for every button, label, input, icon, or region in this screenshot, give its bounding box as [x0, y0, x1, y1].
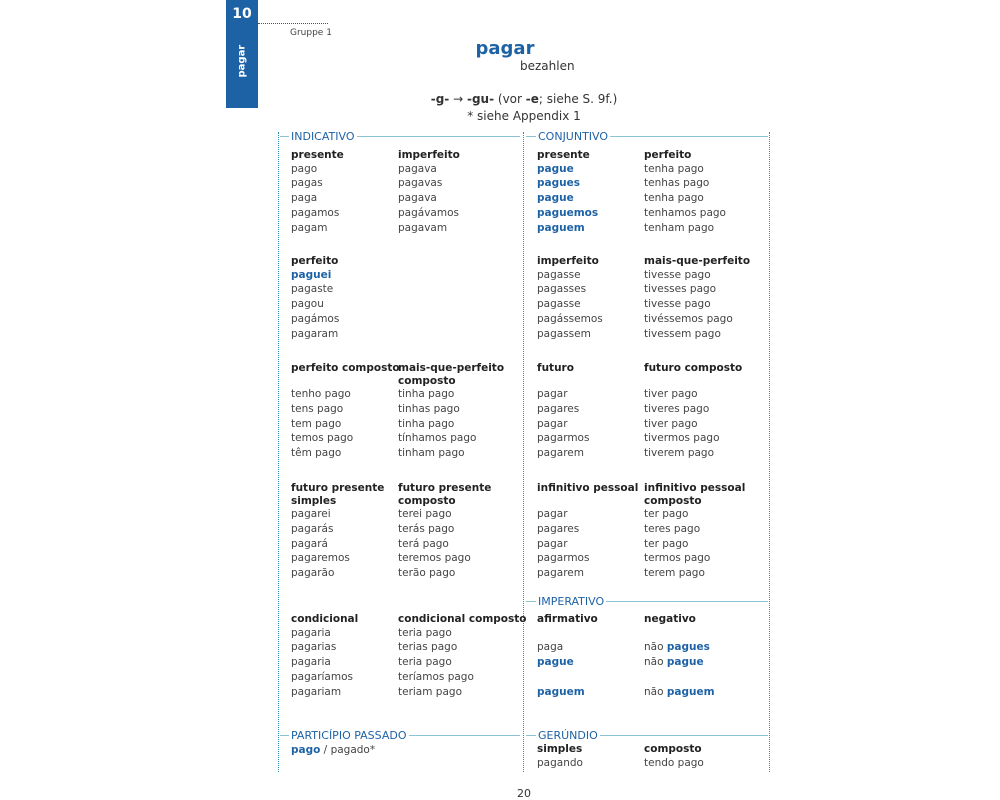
conj-form: pagarás — [291, 522, 334, 535]
section-gerundio: GERÚNDIO — [538, 729, 598, 742]
verb-translation: bezahlen — [520, 59, 575, 73]
tense-title: perfeito — [291, 255, 339, 267]
conj-form: tenha pago — [644, 162, 704, 175]
conj-form: pagasse — [537, 298, 581, 311]
conj-form: tiveres pago — [644, 402, 710, 415]
conj-form: pagando — [537, 756, 583, 769]
rule-part: -gu- — [466, 92, 495, 106]
conj-form: pagavam — [398, 221, 448, 234]
ger-composto — [644, 743, 704, 770]
conj-form: tivermos pago — [644, 432, 720, 445]
conj-form: tenha pago — [644, 192, 704, 205]
conj-form: pagassem — [537, 327, 591, 340]
conj-form: tens pago — [291, 402, 344, 415]
neg-prefix: não — [644, 641, 664, 654]
conj-perfeito — [644, 149, 726, 235]
conj-infinitivo-pessoal — [537, 482, 638, 581]
conj-form: pagam — [291, 221, 328, 234]
tense-title: mais-que-perfeito — [398, 362, 505, 374]
tense-title-spacer — [537, 495, 638, 508]
tense-title: mais-que-perfeito — [644, 255, 751, 267]
conj-form: pagava — [398, 162, 437, 175]
conj-futuro-composto — [644, 362, 742, 461]
conj-form: pagássemos — [537, 312, 603, 325]
conj-form: paguem — [666, 685, 715, 698]
verb-title: pagar — [475, 38, 535, 59]
neg-form — [644, 685, 715, 700]
conj-form: pagarmos — [537, 552, 590, 565]
participio-main: pago — [291, 744, 321, 756]
conj-form: pagarias — [291, 641, 337, 654]
neg-form — [644, 655, 715, 670]
section-participio: PARTICÍPIO PASSADO — [291, 729, 407, 742]
conj-form: tenho pago — [291, 388, 351, 400]
tense-title: perfeito — [644, 149, 692, 161]
tense-title: futuro presente — [291, 482, 385, 494]
rule-part: -e — [525, 92, 539, 106]
conj-imperfeito — [537, 255, 603, 341]
chapter-tab — [226, 0, 258, 108]
conj-form: pagarem — [537, 567, 584, 580]
conj-form: pagaste — [291, 283, 334, 296]
conj-form: pagaria — [291, 626, 331, 639]
conj-form: teres pago — [644, 522, 701, 535]
tense-title: condicional composto — [398, 613, 527, 625]
conj-form: pagares — [537, 402, 580, 415]
tense-title: composto — [644, 494, 702, 507]
tense-title: futuro presente — [398, 482, 492, 494]
conj-form: pagares — [537, 522, 580, 535]
neg-prefix: não — [644, 685, 664, 698]
conj-form: paga — [537, 641, 564, 654]
ind-perfeito — [291, 255, 339, 341]
header-dotted-line — [258, 23, 328, 24]
section-imperativo: IMPERATIVO — [538, 595, 605, 608]
group-label: Gruppe 1 — [290, 28, 332, 38]
page-number: 20 — [517, 787, 531, 800]
conj-form: tivéssemos pago — [644, 312, 733, 325]
rule-part: (vor — [494, 92, 526, 106]
conj-form: têm pago — [291, 447, 342, 460]
conj-form: pagar — [537, 508, 568, 520]
conj-form: terás pago — [398, 522, 455, 535]
conj-form: ter pago — [644, 537, 689, 550]
ind-perfeito-composto — [291, 362, 400, 461]
imp-afirmativo — [537, 613, 598, 699]
conj-form: terem pago — [644, 567, 705, 580]
conj-form: pago — [291, 162, 318, 175]
ind-condicional — [291, 613, 358, 699]
conj-form: pagarem — [537, 447, 584, 460]
neg-form — [644, 640, 715, 655]
conj-form: pagarei — [291, 508, 331, 520]
conj-form: terei pago — [398, 508, 452, 520]
conj-form: paga — [291, 192, 318, 205]
rule-part: -g- — [430, 92, 450, 106]
conj-form: teria pago — [398, 626, 452, 639]
conj-form: terias pago — [398, 641, 458, 654]
tense-title-spacer — [537, 375, 589, 388]
conj-form: tinha pago — [398, 388, 455, 400]
conj-form: tivesse pago — [644, 298, 711, 311]
participio-forms — [291, 743, 375, 758]
conj-form: pagarão — [291, 567, 335, 580]
empty-slot — [644, 670, 715, 685]
conj-form: temos pago — [291, 432, 354, 445]
conj-form: pagava — [398, 192, 437, 205]
conj-form: pagarmos — [537, 432, 590, 445]
tense-title-spacer — [291, 375, 400, 388]
conj-form: pagasses — [537, 283, 587, 296]
conj-form: tiver pago — [644, 417, 698, 430]
conj-form: tivessem pago — [644, 327, 721, 340]
conj-form: paguem — [537, 221, 585, 234]
imp-negativo — [644, 613, 715, 699]
conj-form: pagar — [537, 388, 568, 400]
conj-form: paguei — [291, 268, 332, 281]
conj-form: pagaria — [291, 656, 331, 669]
conj-infinitivo-pessoal-composto — [644, 482, 745, 581]
conj-form: pagaram — [291, 327, 339, 340]
conj-form: pagues — [537, 177, 580, 190]
ind-presente — [291, 149, 344, 235]
conj-form: tinha pago — [398, 417, 455, 430]
tense-title: composto — [644, 743, 702, 755]
ind-condicional-composto — [398, 613, 526, 699]
conj-form: tenhamos pago — [644, 206, 726, 219]
conj-form: teriam pago — [398, 685, 462, 698]
right-border — [769, 132, 770, 772]
tense-title: condicional — [291, 613, 359, 625]
tab-verb-label: pagar — [236, 44, 248, 78]
tense-title: infinitivo pessoal — [537, 482, 639, 494]
participio-alt: pagado* — [330, 744, 376, 756]
conj-form: tiverem pago — [644, 447, 715, 460]
conj-form: pague — [666, 656, 704, 669]
conj-form: pagou — [291, 298, 324, 311]
conj-form: terão pago — [398, 567, 456, 580]
tense-title: composto — [398, 374, 456, 387]
tense-title: presente — [291, 149, 344, 161]
conj-form: pague — [537, 192, 574, 205]
ind-futuro-composto — [398, 482, 491, 581]
conj-form: pagar — [537, 537, 568, 550]
rule-part: ; siehe S. 9f.) — [538, 92, 618, 106]
tense-title: imperfeito — [537, 255, 599, 267]
conj-form: pagamos — [291, 206, 340, 219]
conj-form: pagues — [666, 641, 710, 654]
conj-futuro — [537, 362, 589, 461]
tense-title: futuro — [537, 362, 574, 374]
tense-title: perfeito composto — [291, 362, 400, 374]
tense-title: infinitivo pessoal — [644, 482, 746, 494]
conj-form: pagasse — [537, 268, 581, 281]
conj-form: pagaríamos — [291, 670, 353, 683]
tense-title-spacer — [644, 375, 742, 388]
conj-form: tenhas pago — [644, 177, 710, 190]
participio-separator: / — [320, 744, 331, 756]
tense-title: imperfeito — [398, 149, 460, 161]
section-indicativo: INDICATIVO — [291, 130, 355, 143]
conj-form: ter pago — [644, 508, 689, 520]
empty-slot — [537, 626, 598, 641]
conj-form: tínhamos pago — [398, 432, 477, 445]
conj-form: tem pago — [291, 417, 342, 430]
rule-part: → — [449, 92, 467, 106]
conj-form: teríamos pago — [398, 670, 474, 683]
conj-form: pague — [537, 656, 574, 669]
conj-form: tinham pago — [398, 447, 465, 460]
conj-form: pagámos — [291, 312, 340, 325]
conj-form: paguem — [537, 685, 585, 698]
tense-title: presente — [537, 149, 590, 161]
ind-mais-que-perfeito-composto — [398, 362, 504, 461]
empty-slot — [537, 670, 598, 685]
conj-form: pagará — [291, 537, 328, 550]
tense-title: futuro composto — [644, 362, 743, 374]
ger-simples — [537, 743, 583, 770]
tense-title: negativo — [644, 613, 696, 625]
conj-form: termos pago — [644, 552, 711, 565]
conj-form: teria pago — [398, 656, 452, 669]
spelling-rule — [350, 92, 698, 106]
left-border — [278, 132, 279, 772]
conj-form: pagas — [291, 177, 323, 190]
conj-presente — [537, 149, 598, 235]
conj-mais-que-perfeito — [644, 255, 750, 341]
neg-prefix: não — [644, 656, 664, 669]
tense-title: simples — [291, 494, 337, 507]
conj-form: tivesses pago — [644, 283, 717, 296]
section-conjuntivo: CONJUNTIVO — [538, 130, 609, 143]
conj-form: pagar — [537, 417, 568, 430]
appendix-note: * siehe Appendix 1 — [467, 109, 581, 123]
conj-form: pagávamos — [398, 206, 459, 219]
conj-form: terá pago — [398, 537, 449, 550]
tense-title: composto — [398, 494, 456, 507]
empty-slot — [644, 626, 715, 641]
conj-form: pagaremos — [291, 552, 350, 565]
conj-form: tivesse pago — [644, 268, 711, 281]
conj-form: pagariam — [291, 685, 342, 698]
conj-form: pague — [537, 162, 574, 175]
conj-form: teremos pago — [398, 552, 471, 565]
conj-form: tinhas pago — [398, 402, 460, 415]
conj-form: paguemos — [537, 206, 599, 219]
ind-imperfeito — [398, 149, 460, 235]
conj-form: tenham pago — [644, 221, 715, 234]
ind-futuro-simples — [291, 482, 384, 581]
tense-title: afirmativo — [537, 613, 598, 625]
conj-form: tiver pago — [644, 388, 698, 400]
conj-form: pagavas — [398, 177, 443, 190]
conj-form: tendo pago — [644, 756, 704, 769]
chapter-number: 10 — [232, 6, 252, 22]
tense-title: simples — [537, 743, 583, 755]
